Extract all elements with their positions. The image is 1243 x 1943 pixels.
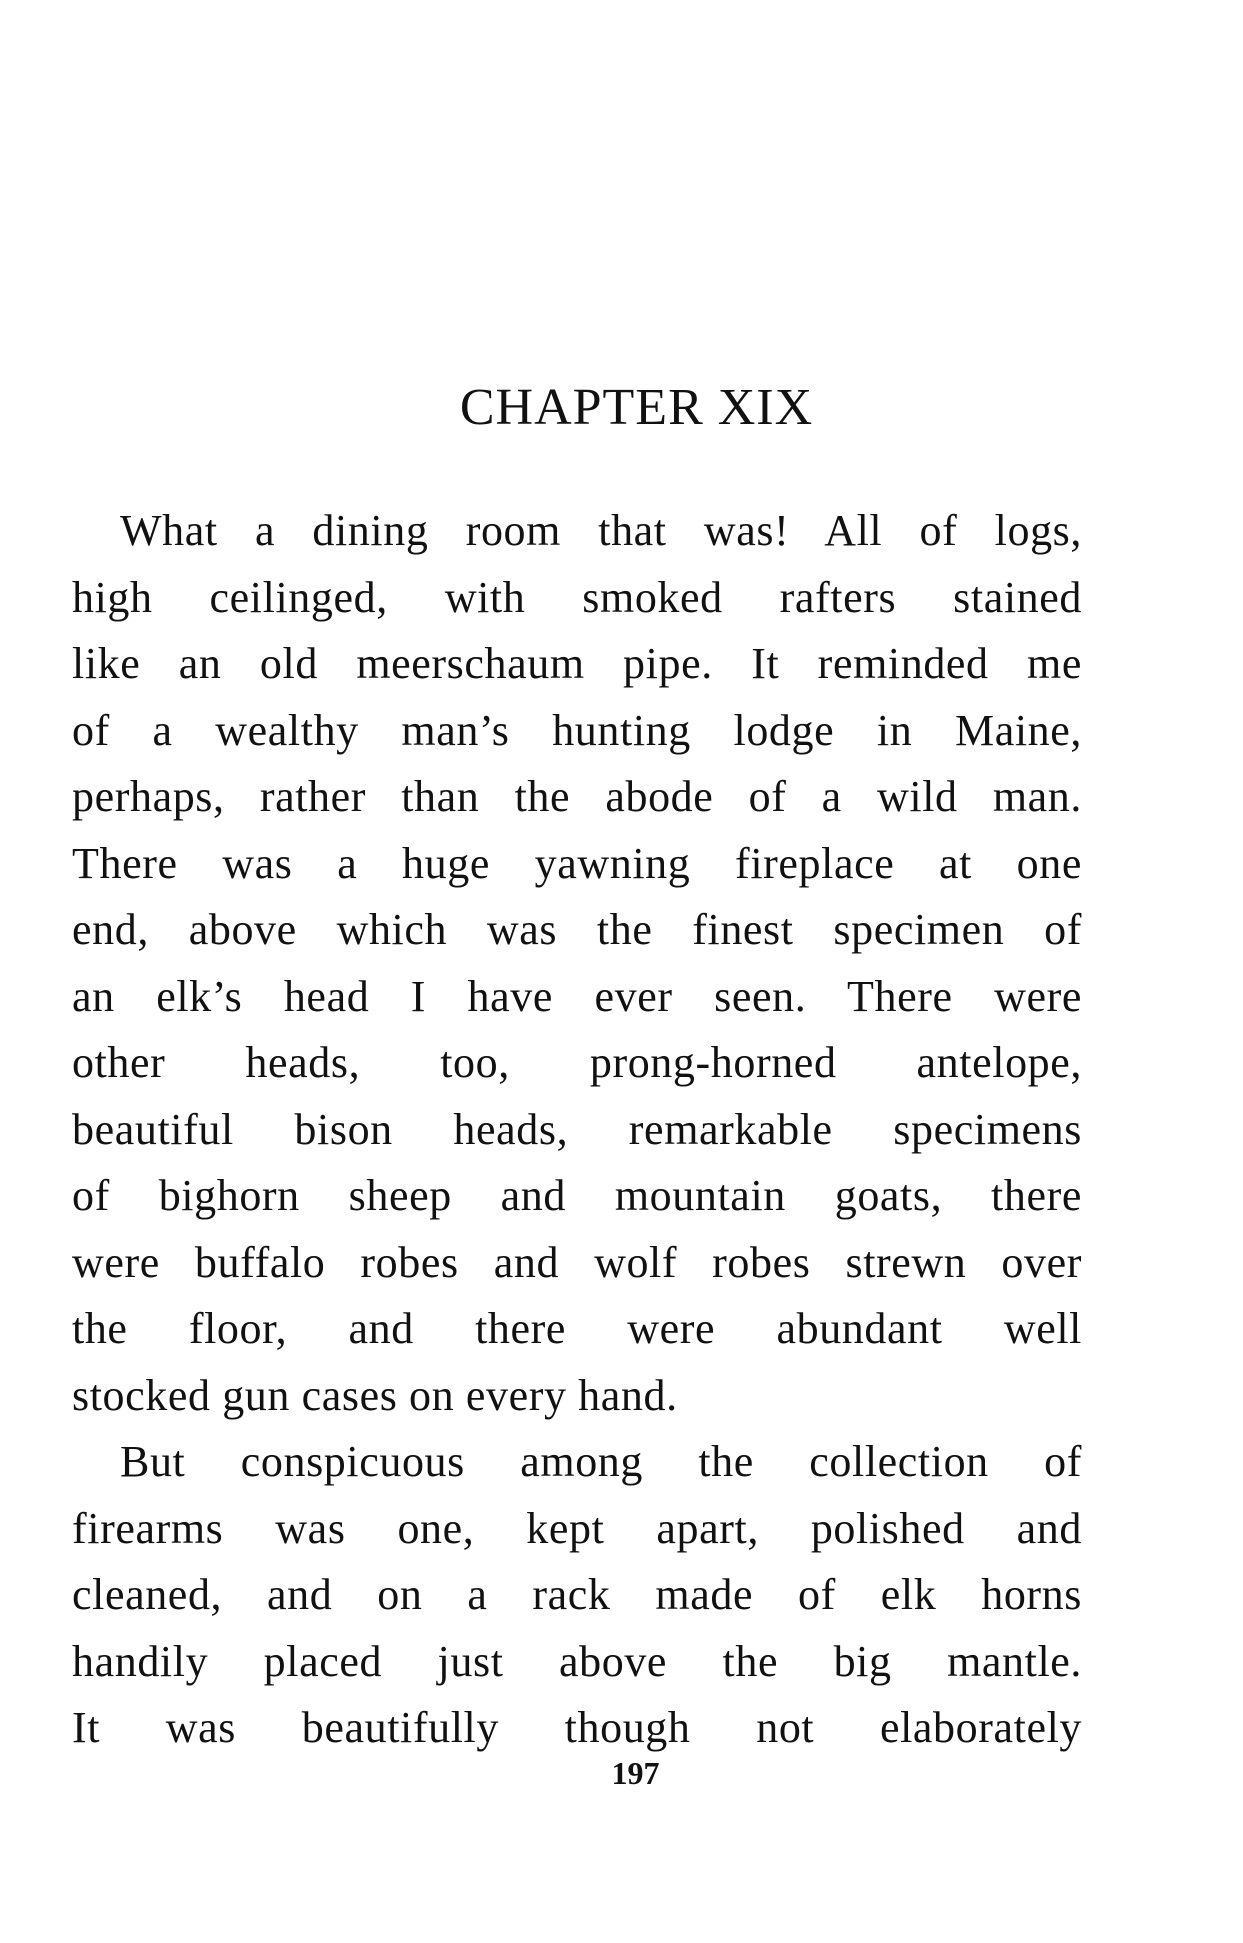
text-line: beautiful bison heads, remarkable specimens (72, 1104, 1082, 1154)
text-line: the floor, and there were abundant well (72, 1304, 1082, 1353)
text-line: cleaned, and on a rack made of elk horns (72, 1570, 1082, 1619)
text-line: of a wealthy man’s hunting lodge in Maine, (72, 705, 1082, 755)
text-line: high ceilinged, with smoked rafters stained (72, 572, 1082, 622)
text-line: of bighorn sheep and mountain goats, there (72, 1171, 1082, 1220)
text-line: end, above which was the finest specimen of (72, 905, 1082, 954)
text-line: firearms was one, kept apart, polished and (72, 1503, 1082, 1553)
chapter-title: CHAPTER XIX (459, 379, 814, 436)
text-line: were buffalo robes and wolf robes strewn over (72, 1237, 1082, 1287)
text-line: But conspicuous among the collection of (120, 1437, 1082, 1486)
text-line: It was beautifully though not elaborately (72, 1703, 1082, 1752)
text-line: What a dining room that was! All of logs, (120, 506, 1082, 555)
text-line: There was a huge yawning fireplace at one (72, 838, 1082, 888)
text-line: perhaps, rather than the abode of a wild man. (72, 772, 1082, 821)
body-text (72, 498, 1082, 1762)
text-line: other heads, too, prong-horned antelope, (72, 1038, 1082, 1087)
paragraph-1 (72, 498, 1082, 1429)
page-number: 197 (611, 1755, 660, 1791)
text-line: like an old meerschaum pipe. It reminded me (72, 639, 1082, 688)
paragraph-2 (72, 1429, 1082, 1762)
text-line: an elk’s head I have ever seen. There were (72, 971, 1082, 1021)
text-line: handily placed just above the big mantle. (72, 1636, 1082, 1686)
text-line: stocked gun cases on every hand. (72, 1370, 678, 1420)
